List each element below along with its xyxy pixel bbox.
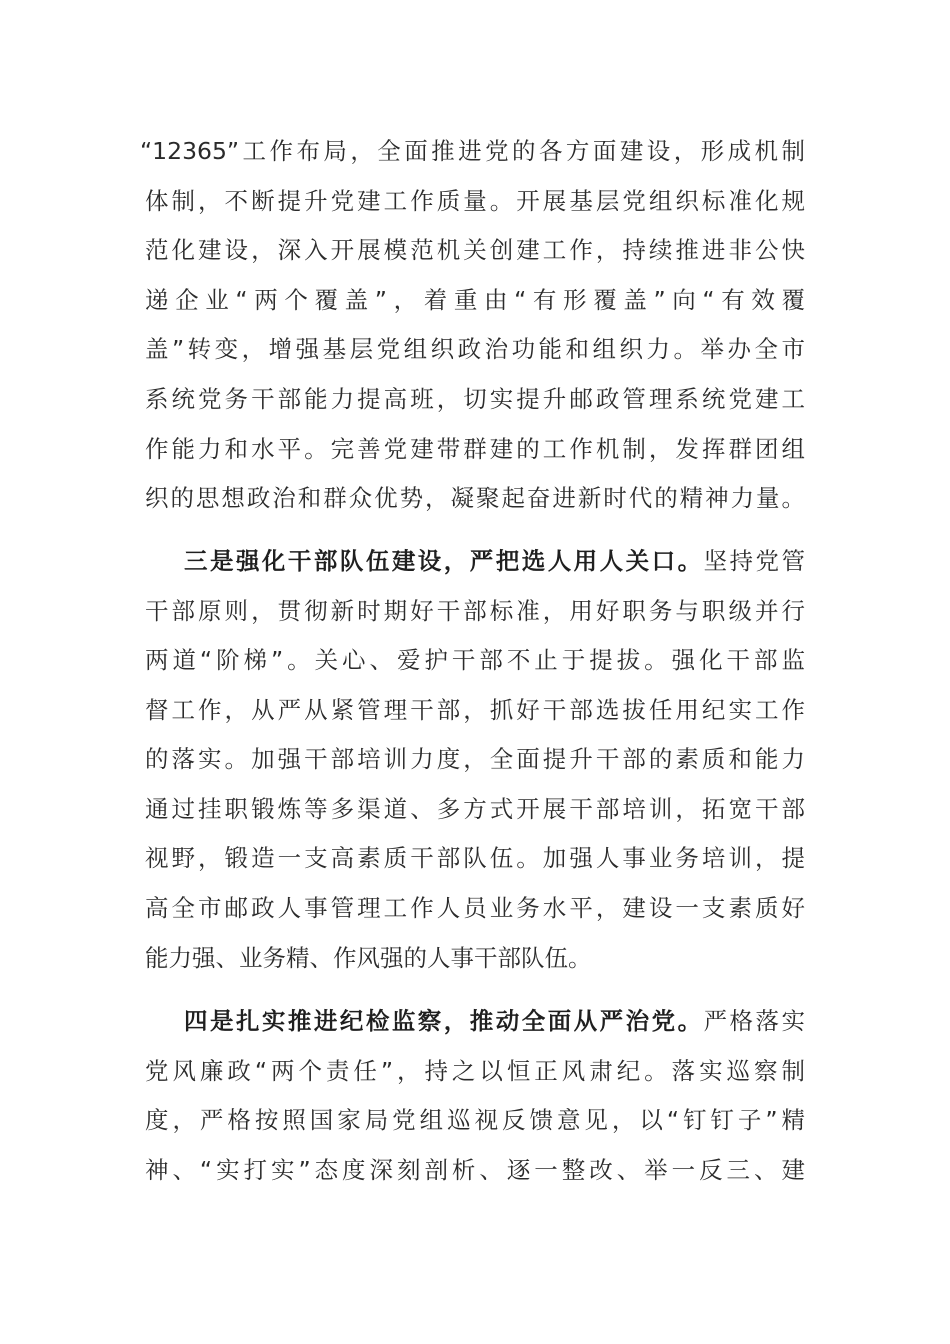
body-text-line: 高全市邮政人事管理工作人员业务水平，建设一支素质好 [145,894,805,922]
body-text-line: 能力强、业务精、作风强的人事干部队伍。 [145,944,592,972]
body-text-line: 两道“阶梯”。关心、爱护干部不止于提拔。强化干部监 [145,646,805,674]
body-text-line: “12365”工作布局，全面推进党的各方面建设，形成机制 [140,137,805,165]
body-text: 严格落实 [703,1007,805,1035]
paragraph-first-line [184,996,805,1046]
body-text-line: 递企业“两个覆盖”，着重由“有形覆盖”向“有效覆 [145,286,805,314]
body-text-line: 度，严格按照国家局党组巡视反馈意见，以“钉钉子”精 [145,1106,805,1134]
body-text-line: 督工作，从严从紧管理干部，抓好干部选拔任用纪实工作 [145,696,805,724]
body-text-line: 范化建设，深入开展模范机关创建工作，持续推进非公快 [145,236,805,264]
body-text-line: 党风廉政“两个责任”，持之以恒正风肃纪。落实巡察制 [145,1057,805,1085]
body-text-line: 织的思想政治和群众优势，凝聚起奋进新时代的精神力量。 [145,484,805,512]
body-text-line: 神、“实打实”态度深刻剖析、逐一整改、举一反三、建 [145,1156,805,1184]
body-text: 坚持党管 [703,547,805,575]
body-text-line: 通过挂职锻炼等多渠道、多方式开展干部培训，拓宽干部 [145,795,805,823]
body-text-line: 体制，不断提升党建工作质量。开展基层党组织标准化规 [145,187,805,215]
section-heading: 四是扎实推进纪检监察，推动全面从严治党。 [184,1007,704,1035]
body-text-line: 盖”转变，增强基层党组织政治功能和组织力。举办全市 [145,335,805,363]
body-text-line: 的落实。加强干部培训力度，全面提升干部的素质和能力 [145,745,805,773]
body-text-line: 作能力和水平。完善党建带群建的工作机制，发挥群团组 [145,435,805,463]
body-text-line: 干部原则，贯彻新时期好干部标准，用好职务与职级并行 [145,597,805,625]
section-heading: 三是强化干部队伍建设，严把选人用人关口。 [184,547,704,575]
body-text-line: 视野，锻造一支高素质干部队伍。加强人事业务培训，提 [145,844,805,872]
body-text-line: 系统党务干部能力提高班，切实提升邮政管理系统党建工 [145,385,805,413]
paragraph-first-line [184,536,805,586]
